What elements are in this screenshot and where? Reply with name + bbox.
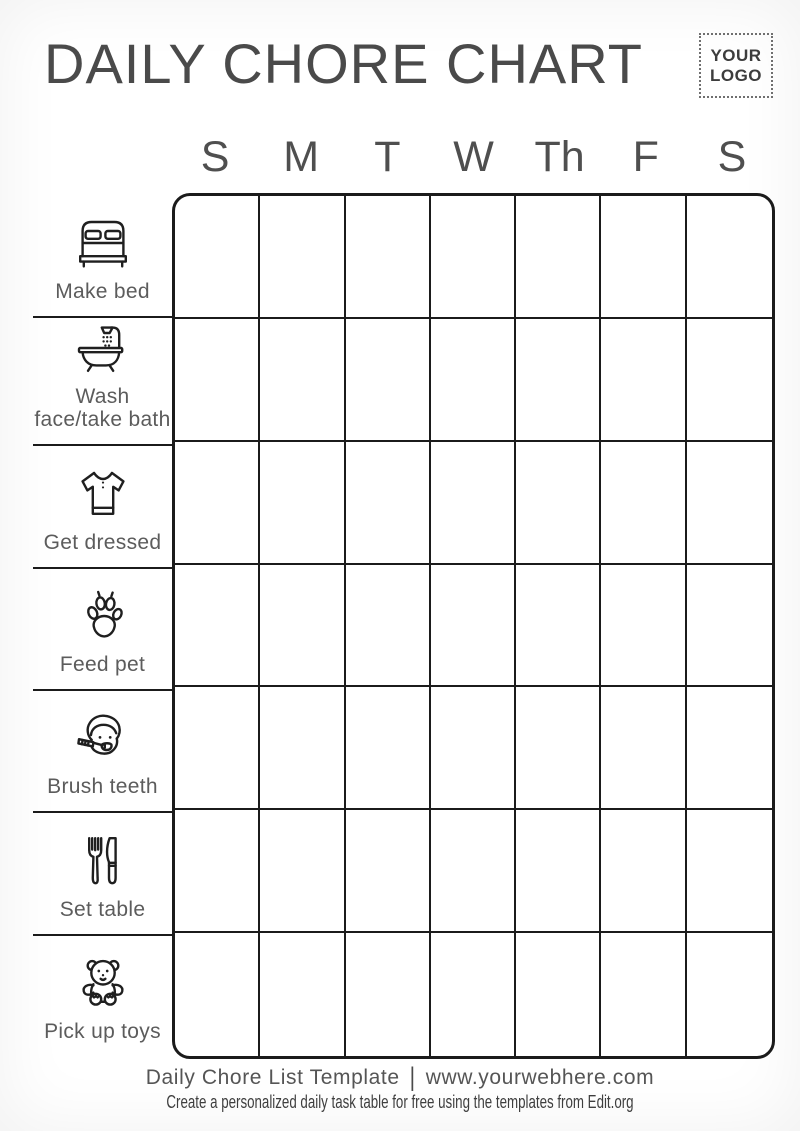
day-header-sunday: S	[200, 133, 230, 181]
page-title: DAILY CHORE CHART	[44, 32, 643, 95]
chore-label: Feed pet	[59, 652, 146, 676]
chore-cell-brush-teeth-col3[interactable]	[346, 687, 431, 810]
paw-icon	[70, 586, 136, 646]
chore-label-column	[33, 196, 172, 1056]
chore-cell-get-dressed-col2[interactable]	[260, 442, 345, 565]
day-header-thursday: Th	[534, 133, 585, 181]
chore-cell-pick-up-toys-col5[interactable]	[516, 933, 601, 1056]
chore-cell-make-bed-col2[interactable]	[260, 196, 345, 319]
chore-row-brush-teeth	[33, 691, 172, 813]
chore-cell-pick-up-toys-col3[interactable]	[346, 933, 431, 1056]
chore-cell-brush-teeth-col5[interactable]	[516, 687, 601, 810]
chore-cell-feed-pet-col6[interactable]	[601, 565, 686, 688]
chore-cell-make-bed-col5[interactable]	[516, 196, 601, 319]
chore-cell-set-table-col7[interactable]	[687, 810, 772, 933]
chore-cell-make-bed-col4[interactable]	[431, 196, 516, 319]
chore-label: Wash face/take bath	[34, 385, 171, 432]
chore-label: Set table	[59, 897, 146, 921]
logo-placeholder[interactable]	[699, 33, 773, 98]
chore-cell-wash-face-take-bath-col5[interactable]	[516, 319, 601, 442]
chore-cell-pick-up-toys-col1[interactable]	[175, 933, 260, 1056]
footer-template-name: Daily Chore List Template	[145, 1066, 400, 1089]
chore-cell-pick-up-toys-col7[interactable]	[687, 933, 772, 1056]
chore-cell-get-dressed-col4[interactable]	[431, 442, 516, 565]
chore-cell-set-table-col4[interactable]	[431, 810, 516, 933]
shirt-icon	[70, 464, 136, 524]
chore-cell-make-bed-col7[interactable]	[687, 196, 772, 319]
footer-divider: |	[409, 1063, 416, 1092]
teddy-bear-icon	[70, 953, 136, 1013]
chore-cell-feed-pet-col7[interactable]	[687, 565, 772, 688]
chore-cell-brush-teeth-col7[interactable]	[687, 687, 772, 810]
logo-text-line1: YOUR	[710, 46, 762, 66]
chore-cell-wash-face-take-bath-col4[interactable]	[431, 319, 516, 442]
day-header-friday: F	[632, 133, 659, 181]
chore-label: Brush teeth	[47, 775, 158, 799]
chore-cell-make-bed-col3[interactable]	[346, 196, 431, 319]
chore-cell-feed-pet-col1[interactable]	[175, 565, 260, 688]
chore-cell-wash-face-take-bath-col6[interactable]	[601, 319, 686, 442]
chore-cell-feed-pet-col3[interactable]	[346, 565, 431, 688]
chore-cell-set-table-col6[interactable]	[601, 810, 686, 933]
chore-cell-set-table-col2[interactable]	[260, 810, 345, 933]
chore-chart	[33, 193, 775, 1059]
bed-icon	[70, 213, 136, 273]
chore-row-feed-pet	[33, 569, 172, 691]
chore-cell-pick-up-toys-col2[interactable]	[260, 933, 345, 1056]
chore-cell-make-bed-col6[interactable]	[601, 196, 686, 319]
fork-knife-icon	[70, 831, 136, 891]
chore-cell-get-dressed-col6[interactable]	[601, 442, 686, 565]
chore-cell-feed-pet-col2[interactable]	[260, 565, 345, 688]
day-header-tuesday: T	[374, 133, 401, 181]
footer-tagline: Create a personalized daily task table for free using the templates from Edit.org	[166, 1092, 634, 1112]
day-header-saturday: S	[717, 133, 747, 181]
chore-cell-set-table-col3[interactable]	[346, 810, 431, 933]
chore-cell-wash-face-take-bath-col1[interactable]	[175, 319, 260, 442]
footer-website-link[interactable]: www.yourwebhere.com	[425, 1066, 655, 1089]
chore-cell-wash-face-take-bath-col3[interactable]	[346, 319, 431, 442]
chore-cell-set-table-col1[interactable]	[175, 810, 260, 933]
chore-cell-wash-face-take-bath-col2[interactable]	[260, 319, 345, 442]
chore-cell-pick-up-toys-col4[interactable]	[431, 933, 516, 1056]
chore-row-get-dressed	[33, 446, 172, 568]
chore-cell-get-dressed-col5[interactable]	[516, 442, 601, 565]
chore-label: Pick up toys	[44, 1019, 161, 1043]
chore-cell-get-dressed-col7[interactable]	[687, 442, 772, 565]
day-header-wednesday: W	[453, 133, 494, 181]
chore-label: Make bed	[55, 280, 150, 304]
chore-label: Get dressed	[43, 530, 162, 554]
chore-cell-pick-up-toys-col6[interactable]	[601, 933, 686, 1056]
day-header-row	[172, 133, 775, 181]
brush-teeth-icon	[70, 708, 136, 768]
chore-cell-make-bed-col1[interactable]	[175, 196, 260, 319]
chore-row-wash-face-take-bath	[33, 318, 172, 446]
chore-row-make-bed	[33, 196, 172, 318]
chore-row-set-table	[33, 813, 172, 935]
chore-cell-set-table-col5[interactable]	[516, 810, 601, 933]
chore-cell-brush-teeth-col1[interactable]	[175, 687, 260, 810]
chore-cell-brush-teeth-col4[interactable]	[431, 687, 516, 810]
chore-cell-feed-pet-col5[interactable]	[516, 565, 601, 688]
chore-cell-feed-pet-col4[interactable]	[431, 565, 516, 688]
day-header-monday: M	[283, 133, 320, 181]
logo-text-line2: LOGO	[709, 65, 763, 85]
chore-cell-wash-face-take-bath-col7[interactable]	[687, 319, 772, 442]
chore-grid	[172, 193, 775, 1059]
chore-cell-brush-teeth-col2[interactable]	[260, 687, 345, 810]
chore-cell-get-dressed-col3[interactable]	[346, 442, 431, 565]
chore-cell-brush-teeth-col6[interactable]	[601, 687, 686, 810]
bathtub-shower-icon	[70, 318, 136, 378]
footer-credit-line	[0, 1063, 800, 1092]
chore-row-pick-up-toys	[33, 936, 172, 1056]
chore-cell-get-dressed-col1[interactable]	[175, 442, 260, 565]
